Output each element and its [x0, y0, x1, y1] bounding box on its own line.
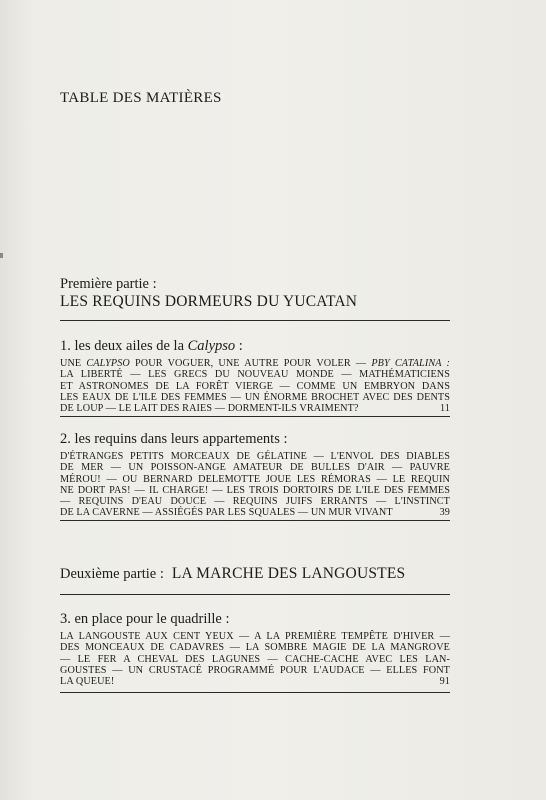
chapter3	[60, 611, 450, 687]
chapter1-page-number: 11	[439, 403, 450, 415]
chapter3-summary	[60, 631, 450, 687]
chapter2-line-1: D'ÉTRANGES PETITS MORCEAUX DE GÉLATINE — L'ENVOL DES DIABLES	[60, 451, 450, 462]
chapter1-title	[60, 338, 450, 355]
chapter3-title: 3. en place pour le quadrille :	[60, 611, 230, 627]
chapter1-line-5: DE LOUP — LE LAIT DES RAIES — DORMENT-ILS VRAIMENT? 11	[60, 403, 450, 415]
chapter1	[60, 338, 450, 414]
toc-title: TABLE DES MATIÈRES	[60, 90, 222, 106]
chapter3-line-2: DES MONCEAUX DE CADAVRES — LA SOMBRE MAGIE DE LA MANGROVE	[60, 642, 450, 654]
chapter1-line-3: ET ASTRONOMES DE LA FORÊT VIERGE — COMME UN EMBRYON DANS	[60, 380, 450, 392]
part2-title: LA MARCHE DES LANGOUSTES	[171, 565, 406, 582]
part2-header	[60, 565, 450, 583]
chapter3-line-3: — LE FER A CHEVAL DES LAGUNES — CACHE-CACHE AVEC LES LAN-	[60, 653, 450, 665]
chapter1-title-suffix: :	[235, 338, 243, 354]
chapter2-line-3: MÉROU! — OU BERNARD DELEMOTTE JOUE LES RÉMORAS — LE REQUIN	[60, 473, 450, 485]
rule-chapter1	[60, 416, 450, 417]
chapter2-line-2: DE MER — UN POISSON-ANGE AMATEUR DE BULLES D'AIR — PAUVRE	[60, 462, 450, 474]
chapter3-page-number: 91	[439, 676, 450, 688]
rule-chapter3	[60, 692, 450, 693]
rule-part1	[60, 320, 450, 321]
rule-chapter2	[60, 520, 450, 521]
part1-title: LES REQUINS DORMEURS DU YUCATAN	[60, 293, 358, 310]
part1-header	[60, 276, 450, 311]
part2-label: Deuxième partie :	[60, 566, 164, 582]
chapter1-line-4: LES EAUX DE L'ILE DES FEMMES — UN ÉNORME BROCHET AVEC DES DENTS	[60, 391, 450, 403]
chapter1-summary	[60, 358, 450, 414]
chapter3-line-1: LA LANGOUSTE AUX CENT YEUX — A LA PREMIÈRE TEMPÊTE D'HIVER —	[60, 631, 450, 642]
chapter1-line-2: LA LIBERTÉ — LES GRECS DU NOUVEAU MONDE — MATHÉMATICIENS	[60, 369, 450, 381]
chapter2	[60, 431, 450, 519]
chapter3-line-4: GOUSTES — UN CRUSTACÉ PROGRAMMÉ POUR L'AUDACE — ELLES FONT	[60, 664, 450, 676]
chapter2-summary	[60, 451, 450, 519]
chapter2-line-4: NE DORT PAS! — IL CHARGE! — LES TROIS DORTOIRS DE L'ILE DES FEMMES	[60, 484, 450, 496]
chapter1-title-italic: Calypso	[187, 338, 236, 354]
page-edge-mark	[0, 253, 3, 258]
chapter2-title: 2. les requins dans leurs appartements :	[60, 431, 288, 447]
chapter3-line-5: LA QUEUE! 91	[60, 676, 450, 688]
chapter2-line-5: — REQUINS D'EAU DOUCE — REQUINS JUIFS ERRANTS — L'INSTINCT	[60, 496, 450, 508]
rule-part2	[60, 594, 450, 595]
chapter1-line-1: UNE CALYPSO POUR VOGUER, UNE AUTRE POUR VOLER — PBY CATALINA :	[60, 358, 450, 369]
chapter1-title-prefix: 1. les deux ailes de la	[60, 338, 188, 354]
chapter2-page-number: 39	[439, 507, 450, 519]
chapter2-line-6: DE LA CAVERNE — ASSIÉGÉS PAR LES SQUALES — UN MUR VIVANT 39	[60, 507, 450, 519]
part1-label: Première partie :	[60, 276, 157, 292]
